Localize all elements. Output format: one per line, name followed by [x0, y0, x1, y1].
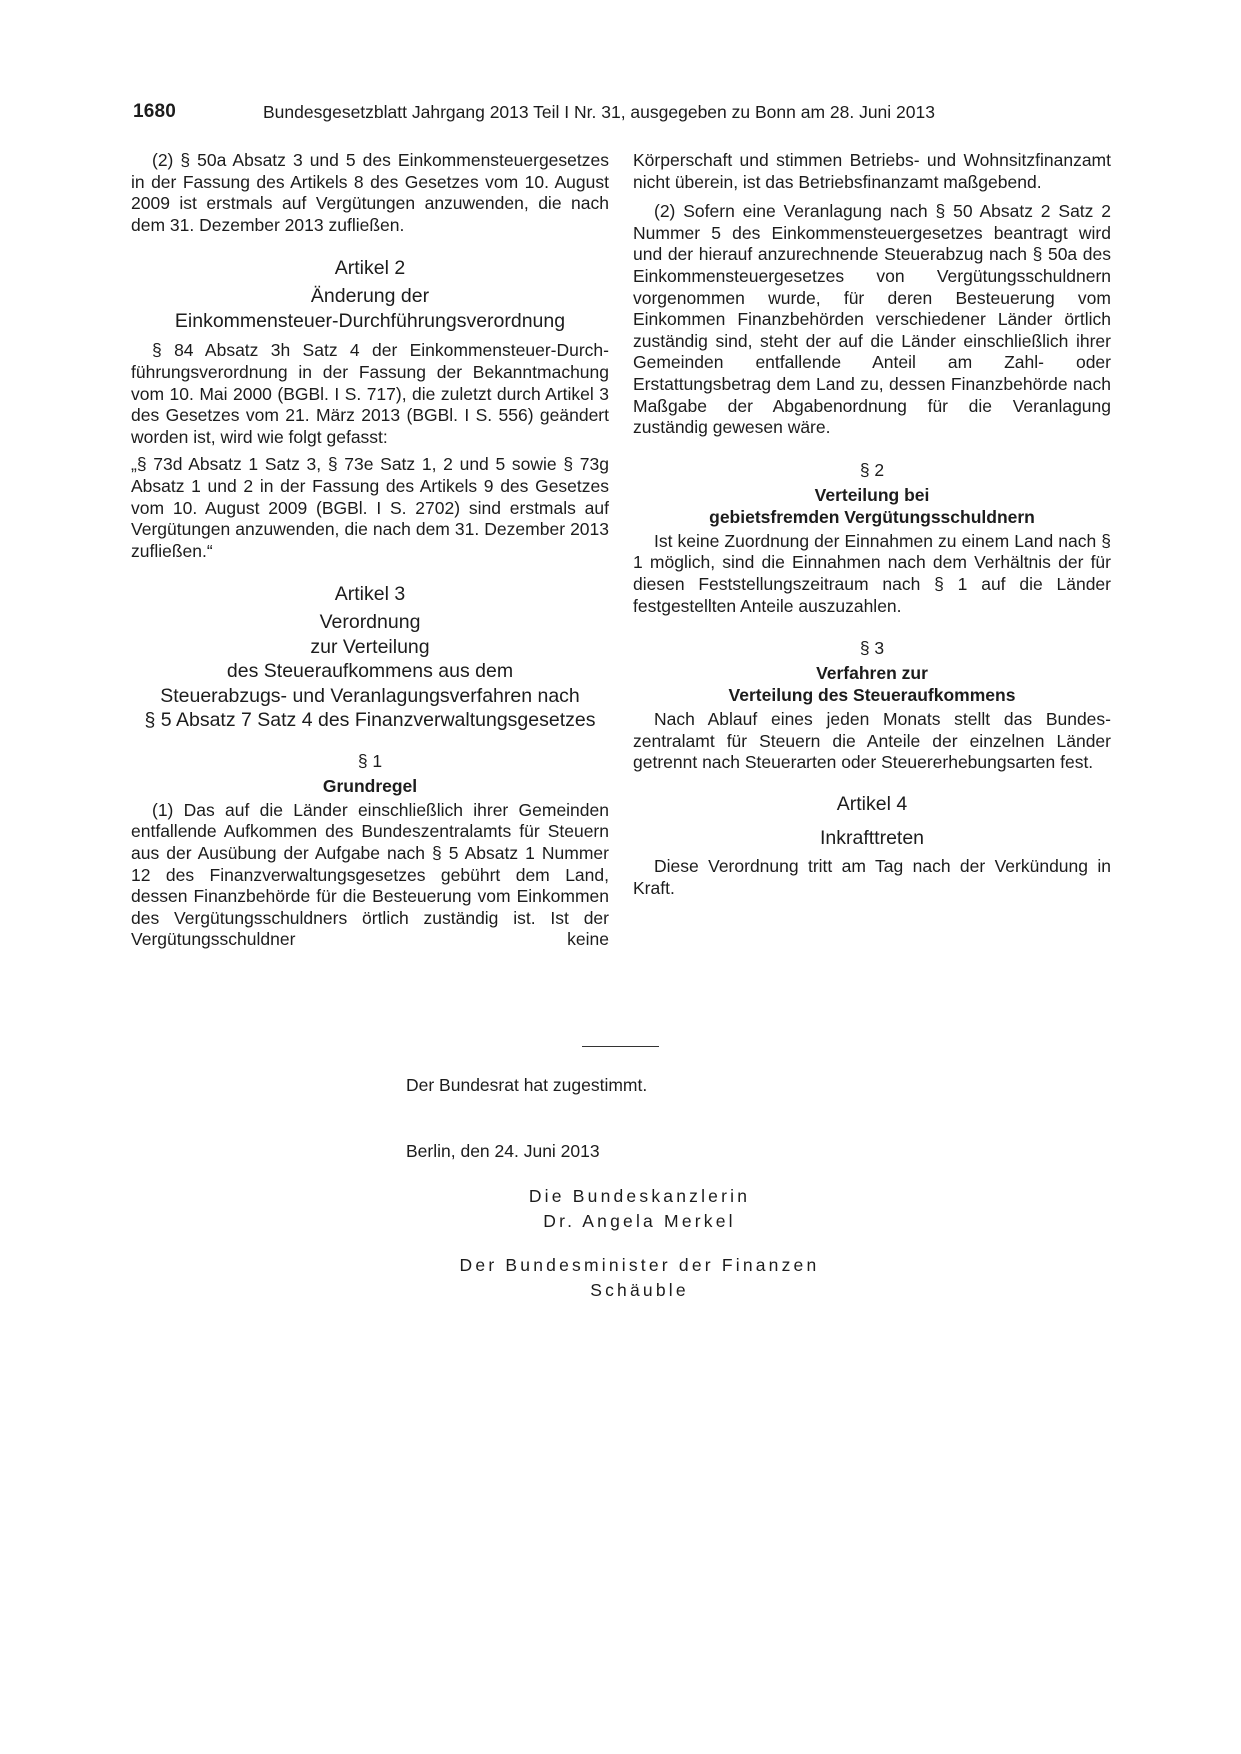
artikel-2-body: § 84 Absatz 3h Satz 4 der Einkommensteuer-Durchführungsverordnung in der Fassung der Bekanntmachung vom 10. Mai 2000 (BGBl. I S. 717), die zuletzt durch Artikel 3 des Gesetzes vom 21. März 2013 (BGBl. I S. 556) geändert worden ist, wird wie folgt gefasst:: [131, 340, 609, 447]
section-3-heading-line1: Verfahren zur: [816, 663, 928, 684]
artikel-4-title: Artikel 4: [836, 792, 908, 815]
artikel-4-heading: Inkrafttreten: [819, 826, 925, 849]
artikel-2-heading-line1: Änderung der: [310, 285, 430, 308]
page-number: 1680: [133, 101, 177, 122]
closing-divider: [582, 1046, 659, 1047]
section-2-heading-line2: gebietsfremden Vergütungsschuldnern: [709, 506, 1035, 527]
intro-paragraph: (2) § 50a Absatz 3 und 5 des Einkommensteuergesetzes in der Fassung des Artikels 8 des Gesetzes vom 10. August 2009 ist erstmals auf Vergütungen anzuwenden, die nach dem 31. Dezember 2013 zufließen.: [131, 150, 609, 235]
section-2-heading-line1: Verteilung bei: [814, 484, 930, 505]
section-3-body: Nach Ablauf eines jeden Monats stellt das Bundeszentralamt für Steuern die Anteile der einzelnen Länder getrennt nach Steuerarten oder Steuererhebungsarten fest.: [633, 709, 1111, 773]
artikel-4-body: Diese Verordnung tritt am Tag nach der Verkündung in Kraft.: [633, 856, 1111, 898]
artikel-3-heading-line3: des Steueraufkommens aus dem: [226, 660, 514, 683]
page-header: [133, 101, 1113, 131]
artikel-3-heading-line5: § 5 Absatz 7 Satz 4 des Finanzverwaltungsgesetzes: [144, 709, 596, 732]
signature-2-title: Der Bundesminister der Finanzen: [459, 1255, 820, 1275]
place-date: Berlin, den 24. Juni 2013: [406, 1141, 600, 1161]
artikel-3-heading-line4: Steuerabzugs- und Veranlagungsverfahren nach: [160, 684, 580, 707]
artikel-3-heading-line2: zur Verteilung: [310, 635, 430, 658]
artikel-3-heading-line1: Verordnung: [319, 611, 421, 634]
artikel-2-title: Artikel 2: [334, 257, 406, 280]
signature-1-name: Dr. Angela Merkel: [543, 1211, 736, 1231]
right-column: [633, 150, 1111, 900]
section-3-heading-line2: Verteilung des Steueraufkommens: [728, 685, 1016, 706]
section-1-paragraph-2: (2) Sofern eine Veranlagung nach § 50 Absatz 2 Satz 2 Nummer 5 des Einkommensteuergesetzes beantragt wird und der hierauf anzurechnende Steuerabzug nach § 50a des Einkommensteuergesetzes von Vergütungsschuldnern vorgenommen wurde, für deren Besteuerung vom Einkommen Finanzbehörden verschiedener Länder örtlich zuständig sind, steht der auf die Länder einschließlich ihrer Gemeinden entfallende Anteil am Zahl- oder Erstattungsbetrag dem Land zu, dessen Finanzbehörde nach Maßgabe der Abgabenordnung für die Veranlagung zuständig gewesen wäre.: [633, 201, 1111, 438]
section-3-number: § 3: [859, 638, 885, 659]
signature-1-title: Die Bundeskanzlerin: [528, 1186, 751, 1206]
section-1-paragraph-1: (1) Das auf die Länder einschließlich ihrer Gemeinden entfallende Aufkommen des Bundeszentralamts für Steuern aus der Ausübung der Aufgabe nach § 5 Absatz 1 Nummer 12 des Finanzverwaltungsgesetzes gebührt dem Land, dessen Finanzbehörde für die Besteuerung vom Einkommen des Vergütungsschuldners örtlich zuständig ist. Ist der Vergütungsschuldner keine: [131, 799, 609, 950]
artikel-3-title: Artikel 3: [334, 583, 406, 606]
left-column: [131, 150, 609, 951]
section-1-heading: Grundregel: [322, 775, 418, 796]
artikel-2-heading-line2: Einkommensteuer-Durchführungsverordnung: [174, 309, 566, 332]
section-2-body: Ist keine Zuordnung der Einnahmen zu einem Land nach § 1 möglich, sind die Einnahmen nach dem Verhältnis der für diesen Feststellungszeitraum nach § 1 auf die Länder festgestellten Anteile auszuzahlen.: [633, 530, 1111, 616]
section-1-number: § 1: [357, 750, 383, 771]
signature-2-name: Schäuble: [590, 1280, 689, 1300]
artikel-2-quote: „§ 73d Absatz 1 Satz 3, § 73e Satz 1, 2 und 5 sowie § 73g Absatz 1 und 2 in der Fassung des Artikels 9 des Gesetzes vom 10. August 2009 (BGBl. I S. 2702) sind erstmals auf Vergütungen anzuwenden, die nach dem 31. Dezember 2013 zufließen.“: [131, 454, 609, 561]
bundesrat-consent: Der Bundesrat hat zugestimmt.: [406, 1075, 648, 1095]
section-1-continuation: Körperschaft und stimmen Betriebs- und Wohnsitzfinanzamt nicht überein, ist das Betriebsfinanzamt maßgebend.: [633, 150, 1111, 192]
running-head: Bundesgesetzblatt Jahrgang 2013 Teil I Nr. 31, ausgegeben zu Bonn am 28. Juni 2013: [263, 102, 935, 122]
section-2-number: § 2: [859, 459, 885, 480]
